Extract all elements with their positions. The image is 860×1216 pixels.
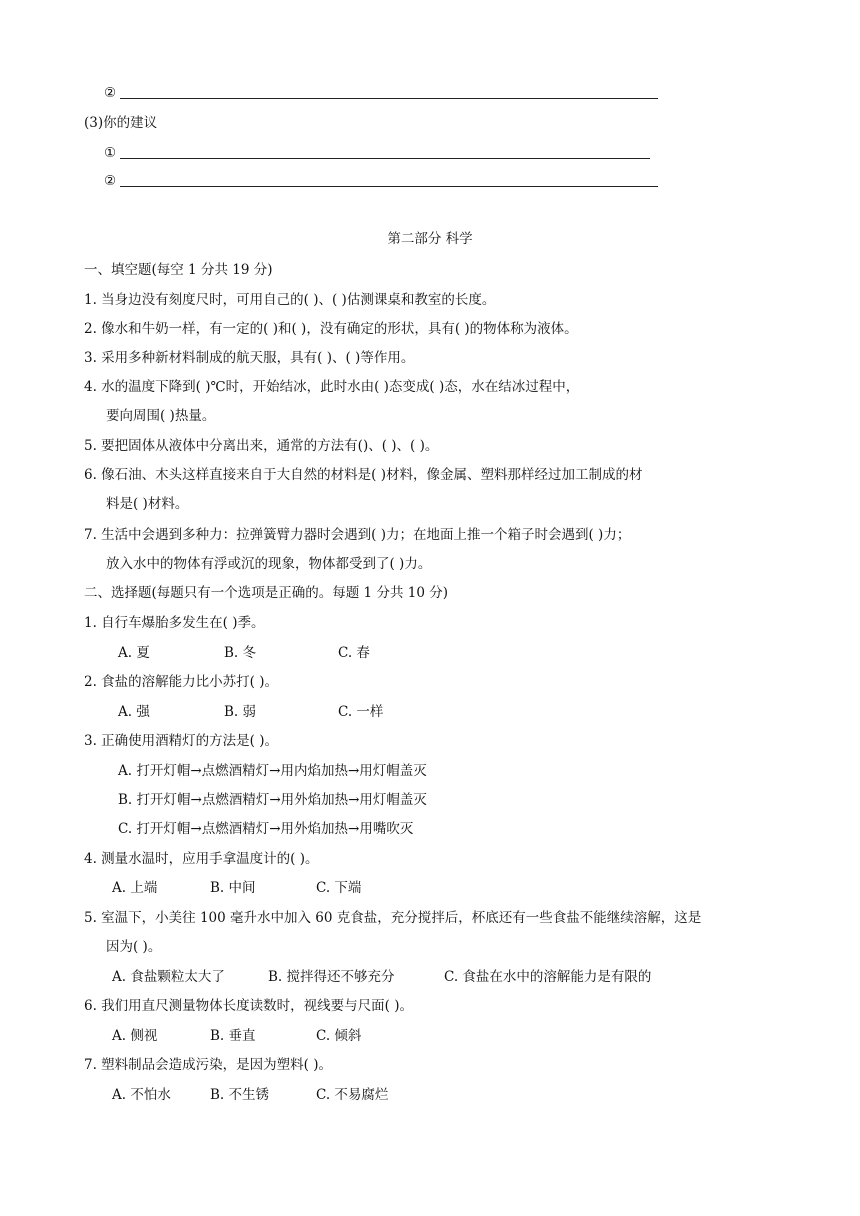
choice-q3-option-a: A. 打开灯帽→点燃酒精灯→用内焰加热→用灯帽盖灭 <box>118 763 427 779</box>
choice-q4-stem: 4. 测量水温时，应用手拿温度计的( )。 <box>84 851 319 867</box>
choice-q7-option-c: C. 不易腐烂 <box>316 1087 389 1103</box>
fill-in-q6-line1: 6. 像石油、木头这样直接来自于大自然的材料是( )材料，像金属、塑料那样经过加工制成的材 <box>84 467 643 483</box>
choice-q6-option-c: C. 倾斜 <box>316 1028 362 1044</box>
choice-q2-stem: 2. 食盐的溶解能力比小苏打( )。 <box>84 674 278 690</box>
choice-q1-stem: 1. 自行车爆胎多发生在( )季。 <box>84 615 265 631</box>
answer-line <box>120 98 658 99</box>
answer-line <box>120 186 658 187</box>
answer-line <box>120 158 650 159</box>
choice-q3-stem: 3. 正确使用酒精灯的方法是( )。 <box>84 733 278 749</box>
choice-q5-stem-line1: 5. 室温下，小美往 100 毫升水中加入 60 克食盐，充分搅拌后，杯底还有一些食盐不能继续溶解，这是 <box>84 910 702 926</box>
fill-in-q3: 3. 采用多种新材料制成的航天服，具有( )、( )等作用。 <box>84 350 415 366</box>
fill-in-q2: 2. 像水和牛奶一样，有一定的( )和( )，没有确定的形状，具有( )的物体称为液体。 <box>84 321 578 337</box>
suggestion-heading: (3)你的建议 <box>84 115 158 131</box>
suggestion-2-label: ② <box>104 173 117 189</box>
choice-q2-option-a: A. 强 <box>118 704 150 720</box>
choice-q3-option-c: C. 打开灯帽→点燃酒精灯→用外焰加热→用嘴吹灭 <box>118 821 414 837</box>
choice-q4-option-b: B. 中间 <box>210 880 256 896</box>
choice-q5-option-b: B. 搅拌得还不够充分 <box>268 969 395 985</box>
fill-in-q4-line2: 要向周围( )热量。 <box>106 408 216 424</box>
fill-in-heading: 一、填空题(每空 1 分共 19 分) <box>84 262 273 278</box>
choice-heading: 二、选择题(每题只有一个选项是正确的。每题 1 分共 10 分) <box>84 585 448 601</box>
choice-q2-option-b: B. 弱 <box>224 704 257 720</box>
fill-in-q4-line1: 4. 水的温度下降到( )℃时，开始结冰，此时水由( )态变成( )态，水在结冰过程中， <box>84 379 580 395</box>
choice-q5-option-a: A. 食盐颗粒太大了 <box>112 969 225 985</box>
part-title: 第二部分 科学 <box>387 231 473 247</box>
fill-in-q5: 5. 要把固体从液体中分离出来，通常的方法有()、( )、( )。 <box>84 438 439 454</box>
choice-q4-option-a: A. 上端 <box>112 880 158 896</box>
choice-q1-option-a: A. 夏 <box>118 645 150 661</box>
item-2-label: ② <box>104 85 117 101</box>
choice-q6-option-b: B. 垂直 <box>210 1028 256 1044</box>
choice-q2-option-c: C. 一样 <box>338 704 384 720</box>
fill-in-q1: 1. 当身边没有刻度尺时，可用自己的( )、( )估测课桌和教室的长度。 <box>84 292 496 308</box>
choice-q7-stem: 7. 塑料制品会造成污染，是因为塑料( )。 <box>84 1057 332 1073</box>
choice-q1-option-b: B. 冬 <box>224 645 257 661</box>
fill-in-q6-line2: 料是( )材料。 <box>106 496 189 512</box>
choice-q1-option-c: C. 春 <box>338 645 370 661</box>
choice-q6-option-a: A. 侧视 <box>112 1028 158 1044</box>
fill-in-q7-line2: 放入水中的物体有浮或沉的现象，物体都受到了( )力。 <box>106 556 432 572</box>
fill-in-q7-line1: 7. 生活中会遇到多种力：拉弹簧臂力器时会遇到( )力；在地面上推一个箱子时会遇到( )力； <box>84 527 631 543</box>
choice-q6-stem: 6. 我们用直尺测量物体长度读数时，视线要与尺面( )。 <box>84 998 413 1014</box>
choice-q7-option-b: B. 不生锈 <box>210 1087 270 1103</box>
choice-q4-option-c: C. 下端 <box>316 880 362 896</box>
suggestion-1-label: ① <box>104 145 117 161</box>
choice-q5-stem-line2: 因为( )。 <box>106 939 162 955</box>
choice-q3-option-b: B. 打开灯帽→点燃酒精灯→用外焰加热→用灯帽盖灭 <box>118 792 427 808</box>
choice-q7-option-a: A. 不怕水 <box>112 1087 171 1103</box>
choice-q5-option-c: C. 食盐在水中的溶解能力是有限的 <box>444 969 652 985</box>
